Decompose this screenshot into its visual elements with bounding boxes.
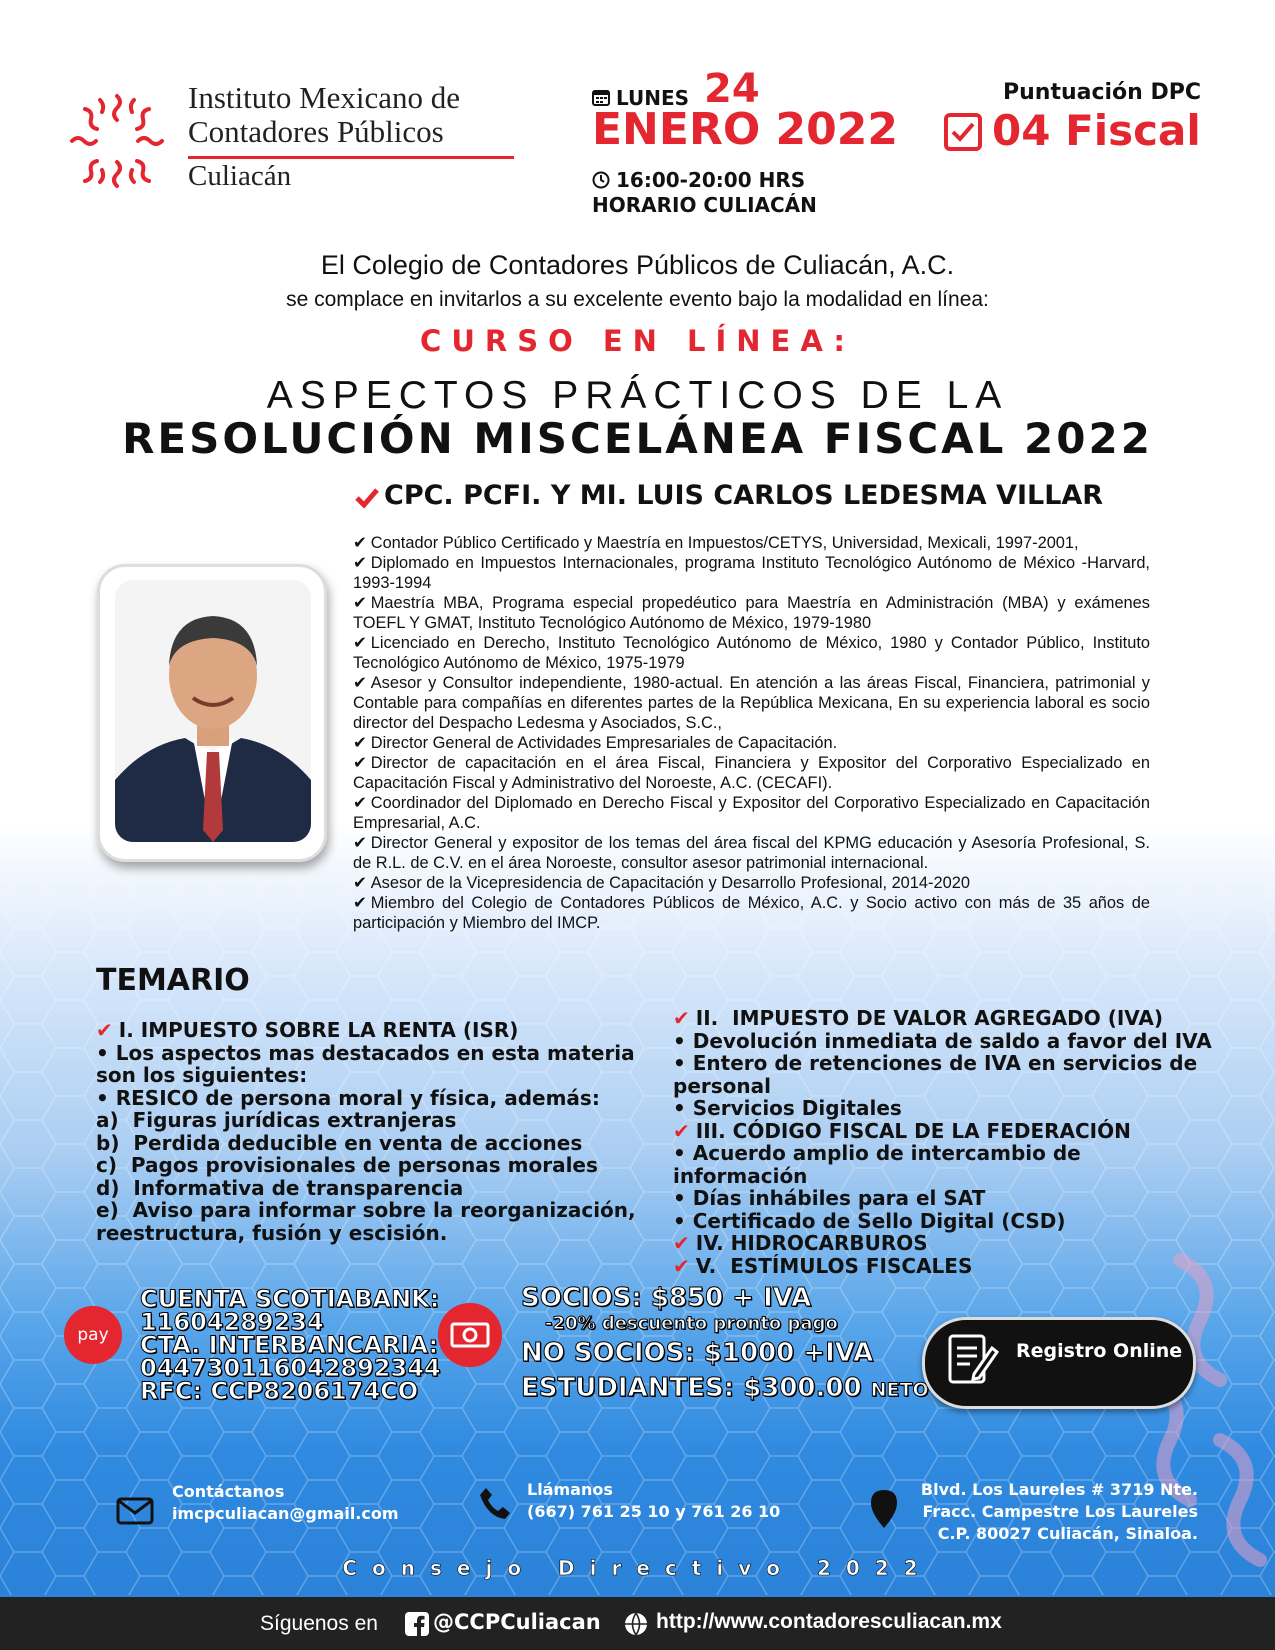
event-day-name: LUNES: [616, 86, 690, 110]
event-month-year: ENERO 2022: [592, 104, 899, 155]
temario-item: • Certificado de Sello Digital (CSD): [673, 1208, 1066, 1233]
temario-item: • Días inhábiles para el SAT: [673, 1186, 986, 1210]
temario-item: ✔ V. ESTÍMULOS FISCALES: [673, 1253, 973, 1278]
contact-email-block: [172, 1481, 399, 1525]
institute-city: Culiacán: [188, 160, 292, 192]
phone-label: Llámanos: [527, 1480, 613, 1499]
temario-item: c) Pagos provisionales de personas morales: [96, 1153, 598, 1177]
speaker-name: CPC. PCFI. Y MI. LUIS CARLOS LEDESMA VILLAR: [384, 480, 1104, 511]
checkbox-icon: [944, 113, 982, 151]
temario-item: b) Perdida deducible en venta de acciones: [96, 1130, 583, 1155]
logo-mark: [62, 86, 172, 196]
temario-item: • Servicios Digitales: [673, 1096, 902, 1120]
event-time: 16:00-20:00 HRS: [616, 168, 806, 192]
clabe-number: 044730116042892344: [140, 1354, 441, 1382]
check-icon: ✔: [673, 1253, 690, 1278]
money-icon: [438, 1303, 502, 1367]
check-icon: ✔: [96, 1018, 113, 1042]
temario-item: ✔ III. CÓDIGO FISCAL DE LA FEDERACIÓN: [673, 1118, 1131, 1143]
speaker-credentials: [353, 533, 1150, 933]
website-link[interactable]: http://www.contadoresculiacan.mx: [656, 1610, 1002, 1633]
temario-item: e) Aviso para informar sobre la reorganización, reestructura, fusión y escisión.: [96, 1198, 643, 1245]
contact-label: Contáctanos: [172, 1482, 285, 1501]
address-line: Blvd. Los Laureles # 3719 Nte.: [920, 1480, 1198, 1499]
credential-item: ✔ Coordinador del Diplomado en Derecho Fiscal y Expositor del Corporativo Especializado en Capacitación Empresarial, A.C.: [353, 793, 1150, 833]
clabe-label: CTA. INTERBANCARIA:: [140, 1331, 439, 1359]
price-discount: -20% descuento pronto pago: [545, 1313, 838, 1334]
temario-left-column: [96, 1019, 676, 1244]
bank-details: [140, 1285, 441, 1405]
mail-icon: [116, 1497, 154, 1525]
event-day-number: 24: [704, 66, 760, 112]
price-socios: SOCIOS: $850 + IVA: [521, 1283, 812, 1313]
address-line: C.P. 80027 Culiacán, Sinaloa.: [937, 1524, 1198, 1543]
credential-item: ✔ Contador Público Certificado y Maestría en Impuestos/CETYS, Universidad, Mexicali, 1997-2001,: [353, 533, 1150, 553]
institute-name-line1: Instituto Mexicano de: [188, 80, 461, 115]
contact-phone-block: [527, 1479, 780, 1523]
credential-item: ✔ Asesor y Consultor independiente, 1980-actual. En atención a las áreas Fiscal, Financiera, patrimonial y Contable para compañías en diferentes partes de la República Mexicana, En su experiencia laboral es socio director del Despacho Ledesma y Asociados, S.C.,: [353, 673, 1150, 733]
check-icon: ✔: [673, 1231, 690, 1255]
course-title-line2: RESOLUCIÓN MISCELÁNEA FISCAL 2022: [122, 414, 1153, 463]
credential-item: ✔ Asesor de la Vicepresidencia de Capacitación y Desarrollo Profesional, 2014-2020: [353, 873, 1150, 893]
address-line: Fracc. Campestre Los Laureles: [922, 1502, 1198, 1521]
event-timezone: HORARIO CULIACÁN: [592, 193, 817, 217]
facebook-handle[interactable]: @CCPCuliacan: [433, 1610, 601, 1634]
credential-item: ✔ Licenciado en Derecho, Instituto Tecnológico Autónomo de México, 1980 y Contador Público, Instituto Tecnológico Autónomo de México, 1975-1979: [353, 633, 1150, 673]
check-icon: ✔: [673, 1006, 690, 1030]
pay-icon: pay: [64, 1306, 122, 1364]
check-icon: [354, 484, 380, 510]
globe-icon[interactable]: [624, 1612, 648, 1636]
price-no-socios: NO SOCIOS: $1000 +IVA: [521, 1338, 874, 1368]
phone-numbers[interactable]: (667) 761 25 10 y 761 26 10: [527, 1502, 781, 1521]
price-estudiantes: ESTUDIANTES: $300.00 NETO: [521, 1373, 929, 1403]
temario-title: TEMARIO: [96, 963, 250, 998]
temario-item: ✔ I. IMPUESTO SOBRE LA RENTA (ISR): [96, 1018, 519, 1042]
registration-label[interactable]: Registro Online: [1016, 1340, 1183, 1362]
organizer: El Colegio de Contadores Públicos de Culiacán, A.C.: [320, 250, 955, 280]
course-title-line1: ASPECTOS PRÁCTICOS DE LA: [266, 374, 1009, 417]
credential-item: ✔ Director de capacitación en el área Fiscal, Financiera y Expositor del Corporativo Especializado en Capacitación Fiscal y Administrativo del Noroeste, A.C. (CECAFI).: [353, 753, 1150, 793]
bank-label: CUENTA SCOTIABANK:: [140, 1285, 440, 1313]
follow-label: Síguenos en: [260, 1612, 378, 1635]
dpc-value: 04 Fiscal: [992, 106, 1201, 155]
credential-item: ✔ Diplomado en Impuestos Internacionales, programa Instituto Tecnológico Autónomo de México -Harvard, 1993-1994: [353, 553, 1150, 593]
dpc-label: Puntuación DPC: [1003, 80, 1202, 105]
contact-email[interactable]: imcpculiacan@gmail.com: [172, 1504, 399, 1523]
council-label: Consejo Directivo 2022: [342, 1556, 933, 1580]
credential-item: ✔ Miembro del Colegio de Contadores Públicos de México, A.C. y Socio activo con más de 35 años de participación y Miembro del IMCP.: [353, 893, 1150, 933]
temario-item: • Devolución inmediata de saldo a favor del IVA: [673, 1028, 1212, 1053]
temario-item: ✔ II. IMPUESTO DE VALOR AGREGADO (IVA): [673, 1006, 1164, 1030]
invitation-intro: se complace en invitarlos a su excelente evento bajo la modalidad en línea:: [286, 288, 989, 311]
temario-right-column: [673, 1007, 1213, 1277]
temario-item: ✔ IV. HIDROCARBUROS: [673, 1231, 928, 1255]
course-type: CURSO EN LÍNEA:: [420, 324, 855, 358]
institute-name-line2: Contadores Públicos: [188, 114, 444, 149]
clock-icon: [592, 171, 610, 189]
phone-icon: [478, 1486, 512, 1520]
document-edit-icon: [944, 1330, 1000, 1390]
credential-item: ✔ Director General y expositor de los temas del área fiscal del KPMG educación y Asesoría Profesional, S. de R.L. de C.V. en el área Noroeste, consultor asesor patrimonial internacional.: [353, 833, 1150, 873]
bank-account: 11604289234: [140, 1308, 324, 1336]
temario-item: • RESICO de persona moral y física, además:: [96, 1085, 600, 1110]
temario-item: • Entero de retenciones de IVA en servicios de personal: [673, 1051, 1205, 1098]
check-icon: ✔: [673, 1118, 690, 1143]
temario-item: • Acuerdo amplio de intercambio de información: [673, 1141, 1088, 1188]
address-block: [870, 1479, 1198, 1545]
facebook-icon[interactable]: [405, 1612, 429, 1636]
credential-item: ✔ Maestría MBA, Programa especial propedéutico para Maestría en Administración (MBA) y exámenes TOEFL Y GMAT, Instituto Tecnológico Autónomo de México, 1979-1980: [353, 593, 1150, 633]
rfc: RFC: CCP8206174CO: [140, 1377, 419, 1405]
speaker-photo: [115, 580, 311, 842]
institute-divider: [188, 156, 514, 159]
temario-item: d) Informativa de transparencia: [96, 1175, 464, 1200]
temario-item: • Los aspectos mas destacados en esta materia son los siguientes:: [96, 1040, 642, 1087]
temario-item: a) Figuras jurídicas extranjeras: [96, 1108, 457, 1132]
credential-item: ✔ Director General de Actividades Empresariales de Capacitación.: [353, 733, 1150, 753]
